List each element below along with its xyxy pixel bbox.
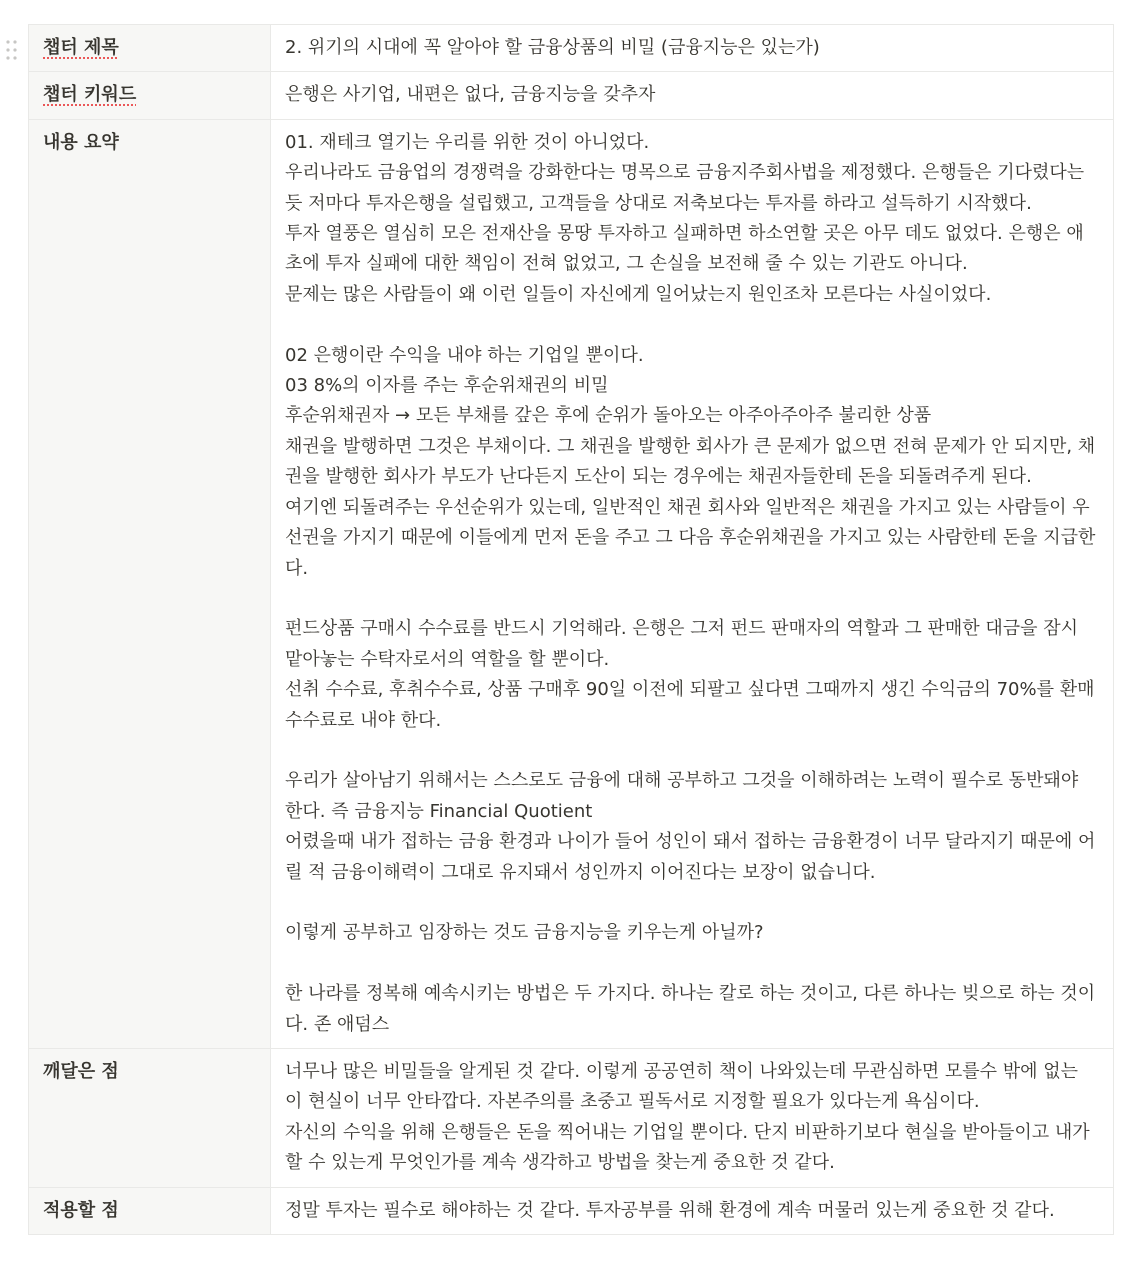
- drag-handle-icon[interactable]: [5, 38, 19, 62]
- row-header-chapter-title[interactable]: [29, 25, 271, 72]
- table-row-chapter-keywords: [29, 72, 1114, 119]
- notion-table: [28, 24, 1114, 1235]
- row-label: 내용 요약: [43, 131, 119, 153]
- row-value-text: 정말 투자는 필수로 해야하는 것 같다. 투자공부를 위해 환경에 계속 머물러 있는게 중요한 것 같다.: [285, 1199, 1055, 1221]
- row-value-text: 너무나 많은 비밀들을 알게된 것 같다. 이렇게 공공연히 책이 나와있는데 무관심하면 모를수 밖에 없는 이 현실이 너무 안타깝다. 자본주의를 초중고 필독서로 지정할 필요가 있다는게 욕심이다. 자신의 수익을 위해 은행들은 돈을 찍어내는 기업일 뿐이다. 단지 비판하기보다 현실을 받아들이고 내가 할 수 있는게 무엇인가를 계속 생각하고 방법을 찾는게 중요한 것 같다.: [285, 1061, 1090, 1174]
- table-row-summary: [29, 119, 1114, 1048]
- row-header-chapter-keywords[interactable]: [29, 72, 271, 119]
- row-label: 깨달은 점: [43, 1061, 119, 1082]
- row-value-text: 은행은 사기업, 내편은 없다, 금융지능을 갖추자: [285, 84, 656, 106]
- row-label: 적용할 점: [43, 1199, 119, 1221]
- row-value-chapter-title[interactable]: [271, 25, 1114, 72]
- row-label: 챕터 제목: [43, 37, 119, 58]
- row-value-summary[interactable]: [271, 119, 1114, 1048]
- table-row-application: [29, 1187, 1114, 1234]
- row-value-text: 01. 재테크 열기는 우리를 위한 것이 아니었다. 우리나라도 금융업의 경쟁력을 강화한다는 명목으로 금융지주회사법을 제정했다. 은행들은 기다렸다는 듯 저마다 투자은행을 설립했고, 고객들을 상대로 저축보다는 투자를 하라고 설득하기 시작했다. 투자 열풍은 열심히 모은 전재산을 몽땅 투자하고 실패하면 하소연할 곳은 아무 데도 없었다. 은행은 애초에 투자 실패에 대한 책임이 전혀 없었고, 그 손실을 보전해 줄 수 있는 기관도 아니다. 문제는 많은 사람들이 왜 이런 일들이 자신에게 일어났는지 원인조차 모른다는 사실이었다. 02 은행이란 수익을 내야 하는 기업일 뿐이다. 03 8%의 이자를 주는 후순위채권의 비밀 후순위채권자 → 모든 부채를 갚은 후에 순위가 돌아오는 아주아주아주 불리한 상품 채권을 발행하면 그것은 부채이다. 그 채권을 발행한 회사가 큰 문제가 없으면 전혀 문제가 안 되지만, 채권을 발행한 회사가 부도가 난다든지 도산이 되는 경우에는 채권자들한테 돈을 되돌려주게 된다. 여기엔 되돌려주는 우선순위가 있는데, 일반적인 채권 회사와 일반적은 채권을 가지고 있는 사람들이 우선권을 가지기 때문에 이들에게 먼저 돈을 주고 그 다음 후순위채권을 가지고 있는 사람한테 돈을 지급한다. 펀드상품 구매시 수수료를 반드시 기억해라. 은행은 그저 펀드 판매자의 역할과 그 판매한 대금을 잠시 맡아놓는 수탁자로서의 역할을 할 뿐이다. 선취 수수료, 후취수수료, 상품 구매후 90일 이전에 되팔고 싶다면 그때까지 생긴 수익금의 70%를 환매수수료로 내야 한다. 우리가 살아남기 위해서는 스스로도 금융에 대해 공부하고 그것을 이해하려는 노력이 필수로 동반돼야 한다. 즉 금융지능 Financial Quotient 어렸을때 내가 접하는 금융 환경과 나이가 들어 성인이 돼서 접하는 금융환경이 너무 달라지기 때문에 어릴 적 금융이해력이 그대로 유지돼서 성인까지 이어진다는 보장이 없습니다. 이렇게 공부하고 임장하는 것도 금융지능을 키우는게 아닐까? 한 나라를 정복해 예속시키는 방법은 두 가지다. 하나는 칼로 하는 것이고, 다른 하나는 빚으로 하는 것이다. 존 애덤스: [285, 131, 1096, 1035]
- row-label: 챕터 키워드: [43, 84, 137, 106]
- row-value-chapter-keywords[interactable]: [271, 72, 1114, 119]
- table-row-chapter-title: [29, 25, 1114, 72]
- row-value-text: 2. 위기의 시대에 꼭 알아야 할 금융상품의 비밀 (금융지능은 있는가): [285, 37, 820, 58]
- row-header-summary[interactable]: [29, 119, 271, 1048]
- row-value-application[interactable]: [271, 1187, 1114, 1234]
- row-value-realizations[interactable]: [271, 1049, 1114, 1188]
- table-row-realizations: [29, 1049, 1114, 1188]
- row-header-application[interactable]: [29, 1187, 271, 1234]
- row-header-realizations[interactable]: [29, 1049, 271, 1188]
